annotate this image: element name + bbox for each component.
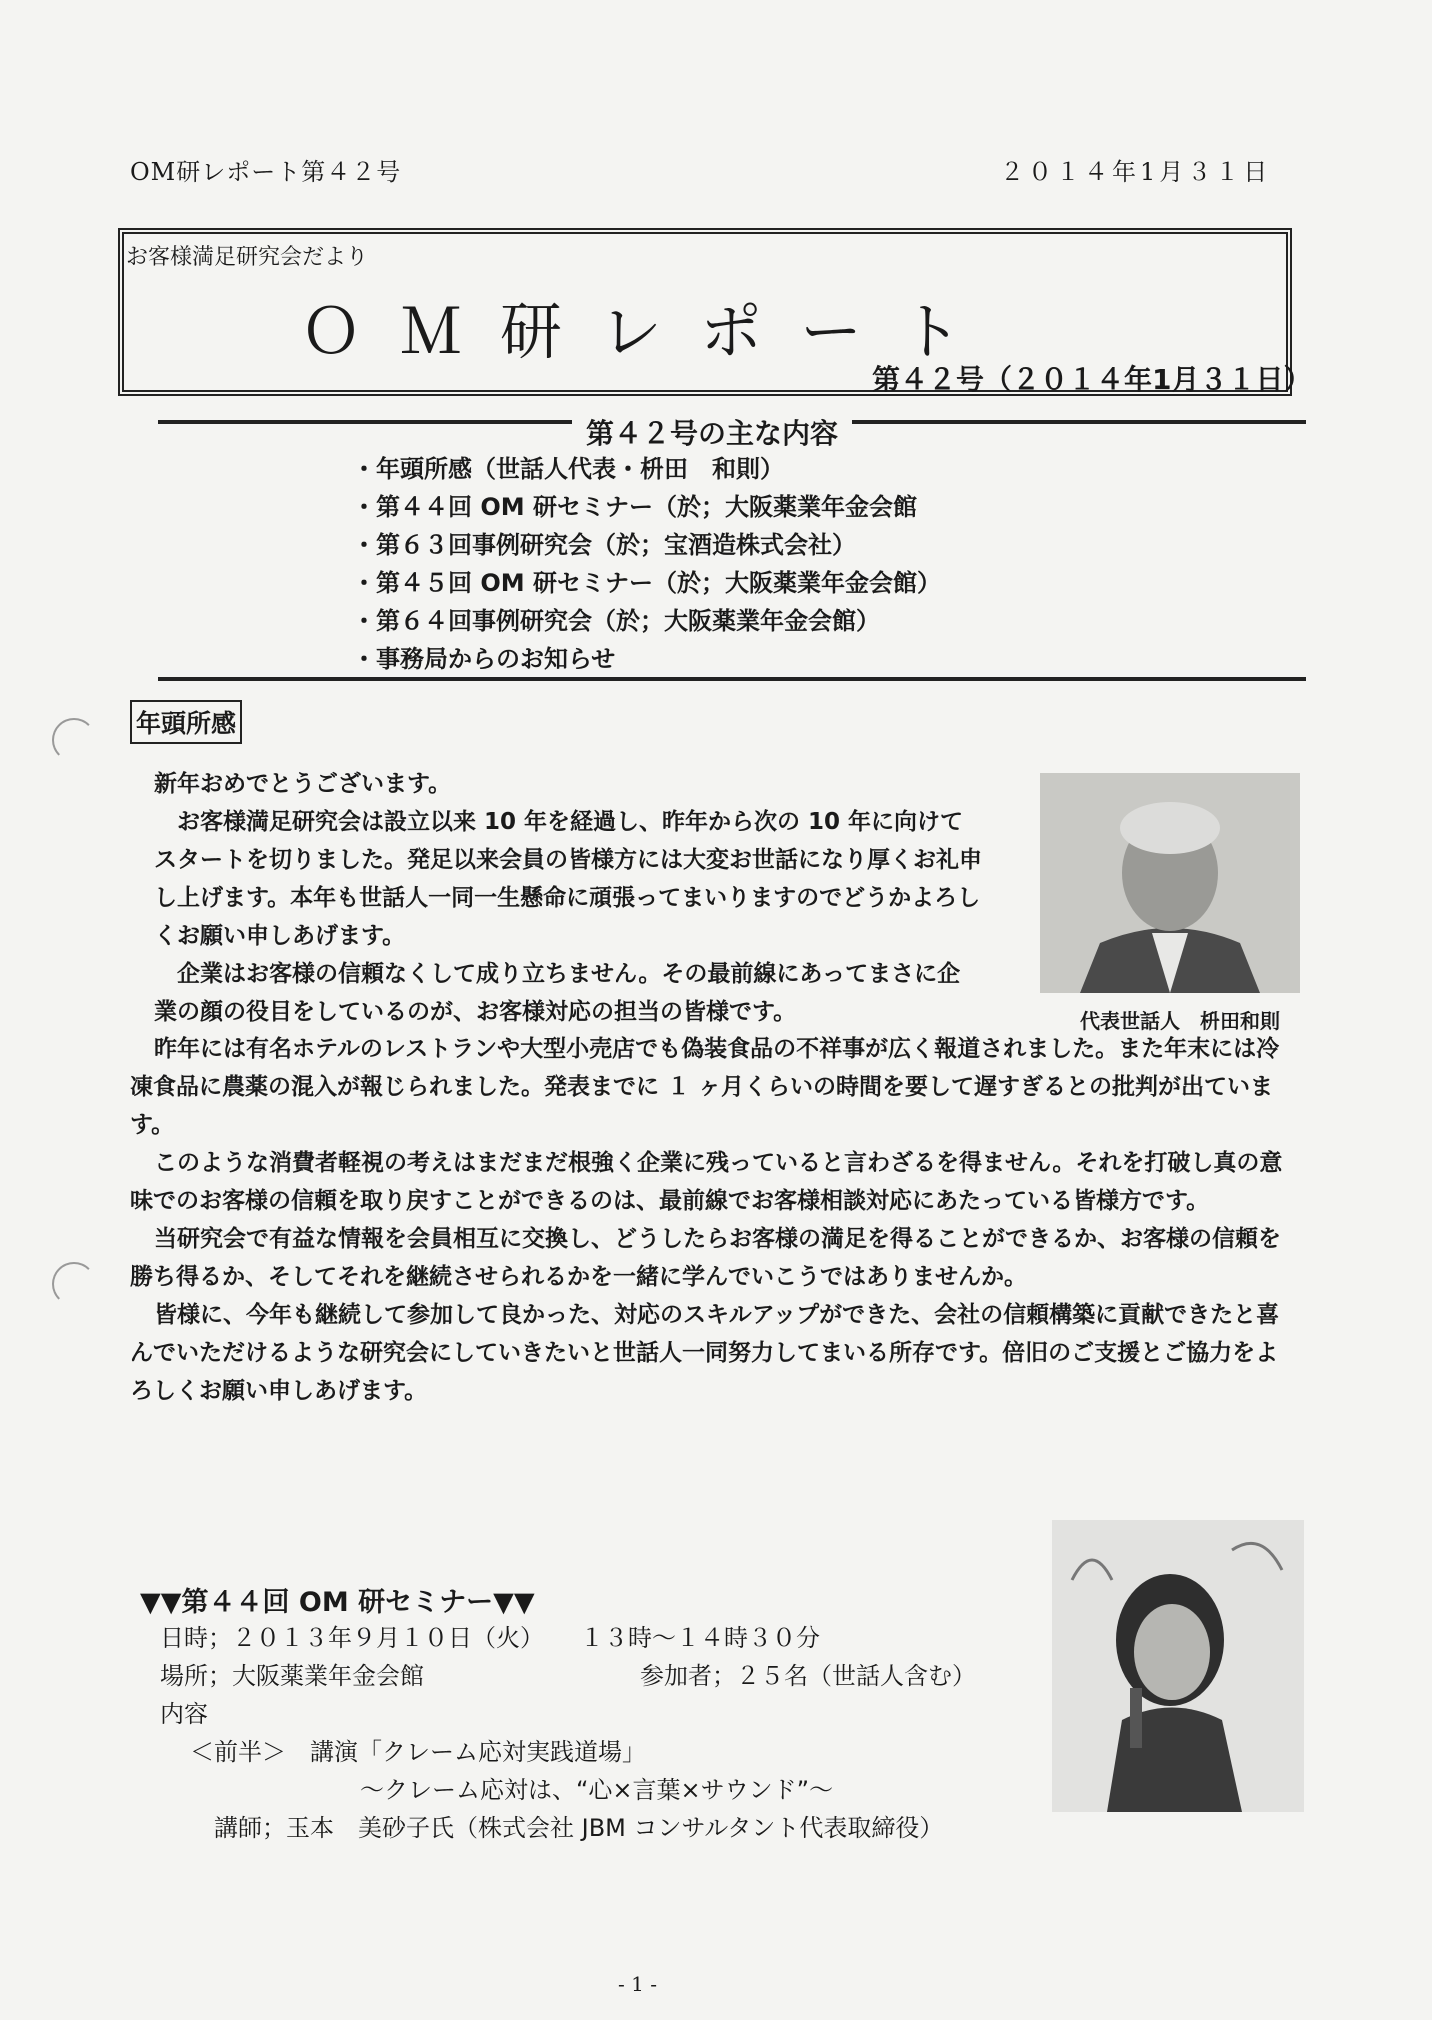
newsletter-subtitle: お客様満足研究会だより <box>126 245 369 270</box>
greeting-line: くお願い申しあげます。 <box>154 923 406 949</box>
newsletter-title: ＯＭ研レポート <box>300 295 1001 368</box>
toc-title: 第４２号の主な内容 <box>572 412 852 452</box>
seminar-content-label: 内容 <box>160 1700 208 1728</box>
greeting-line: 企業はお客様の信頼なくして成り立ちません。その最前線にあってまさに企 <box>154 961 961 987</box>
toc-item: ・ 第６３回事例研究会（於；宝酒造株式会社） <box>352 526 941 564</box>
issue-date: ２０１４年1月３１日 <box>1000 158 1272 186</box>
punch-hole-mark <box>52 1262 96 1306</box>
greeting-line: スタートを切りました。発足以来会員の皆様方には大変お世話になり厚くお礼申 <box>154 847 982 873</box>
greeting-body <box>130 1030 1300 1410</box>
seminar-place: 場所；大阪薬業年金会館 <box>160 1662 424 1690</box>
seminar-attendees: 参加者；２５名（世話人含む） <box>640 1662 976 1690</box>
toc-list <box>352 450 941 678</box>
representative-photo <box>1040 773 1300 993</box>
toc-bottom-rule <box>158 677 1306 681</box>
greeting-paragraph: 当研究会で有益な情報を会員相互に交換し、どうしたらお客様の満足を得ることができるか、お客様の信頼を勝ち得るか、そしてそれを継続させられるかを一緒に学んでいこうではありませんか。 <box>130 1226 1281 1290</box>
punch-hole-mark <box>52 718 96 762</box>
greeting-paragraph: このような消費者軽視の考えはまだまだ根強く企業に残っていると言わざるを得ません。それを打破し真の意味でのお客様の信頼を取り戻すことができるのは、最前線でお客様相談対応にあたっている皆様方です。 <box>130 1150 1283 1214</box>
greeting-line: お客様満足研究会は設立以来 10 年を経過し、昨年から次の 10 年に向けて <box>154 809 964 835</box>
greeting-paragraph: 皆様に、今年も継続して参加して良かった、対応のスキルアップができた、会社の信頼構築に貢献できたと喜んでいただけるような研究会にしていきたいと世話人一同努力してまいる所存です。倍旧のご支援とご協力をよろしくお願い申しあげます。 <box>130 1302 1280 1404</box>
toc-item: ・ 年頭所感（世話人代表・枡田 和則） <box>352 450 941 488</box>
greeting-line: 業の顔の役目をしているのが、お客様対応の担当の皆様です。 <box>154 999 797 1025</box>
issue-number: 第４２号（２０１４年1月３１日） <box>872 363 1312 396</box>
greeting-opening <box>154 765 1014 1031</box>
lecturer-photo <box>1052 1520 1304 1812</box>
seminar-datetime: 日時；２０１３年９月１０日（火） １３時～１４時３０分 <box>160 1624 820 1652</box>
toc-item: ・ 事務局からのお知らせ <box>352 640 941 678</box>
seminar-lecturer: 講師；玉本 美砂子氏（株式会社 JBM コンサルタント代表取締役） <box>214 1814 944 1842</box>
greeting-line: し上げます。本年も世話人一同一生懸命に頑張ってまいりますのでどうかよろし <box>154 885 981 911</box>
lecturer-portrait-graphic <box>1052 1520 1304 1812</box>
photo-caption: 代表世話人 枡田和則 <box>1080 1009 1280 1033</box>
page-number: - 1 - <box>618 1972 657 1996</box>
seminar-first-half: ＜前半＞ 講演「クレーム応対実践道場」 <box>190 1738 646 1766</box>
toc-item: ・ 第４５回 OM 研セミナー（於；大阪薬業年金会館） <box>352 564 941 602</box>
toc-item: ・ 第６４回事例研究会（於；大阪薬業年金会館） <box>352 602 941 640</box>
seminar-heading: ▼▼第４４回 OM 研セミナー▼▼ <box>140 1587 535 1618</box>
toc-item: ・ 第４４回 OM 研セミナー（於；大阪薬業年金会館 <box>352 488 941 526</box>
section-label: 年頭所感 <box>130 700 242 744</box>
representative-portrait-graphic <box>1040 773 1300 993</box>
greeting-line: 新年おめでとうございます。 <box>154 771 452 797</box>
greeting-paragraph: 昨年には有名ホテルのレストランや大型小売店でも偽装食品の不祥事が広く報道されました。また年末には冷凍食品に農薬の混入が報じられました。発表までに １ ヶ月くらいの時間を要して遅すぎるとの批判が出ています。 <box>130 1036 1280 1138</box>
issue-label: OM研レポート第４２号 <box>130 158 402 186</box>
seminar-subtitle: ～クレーム応対は、“心×言葉×サウンド”～ <box>360 1776 834 1804</box>
